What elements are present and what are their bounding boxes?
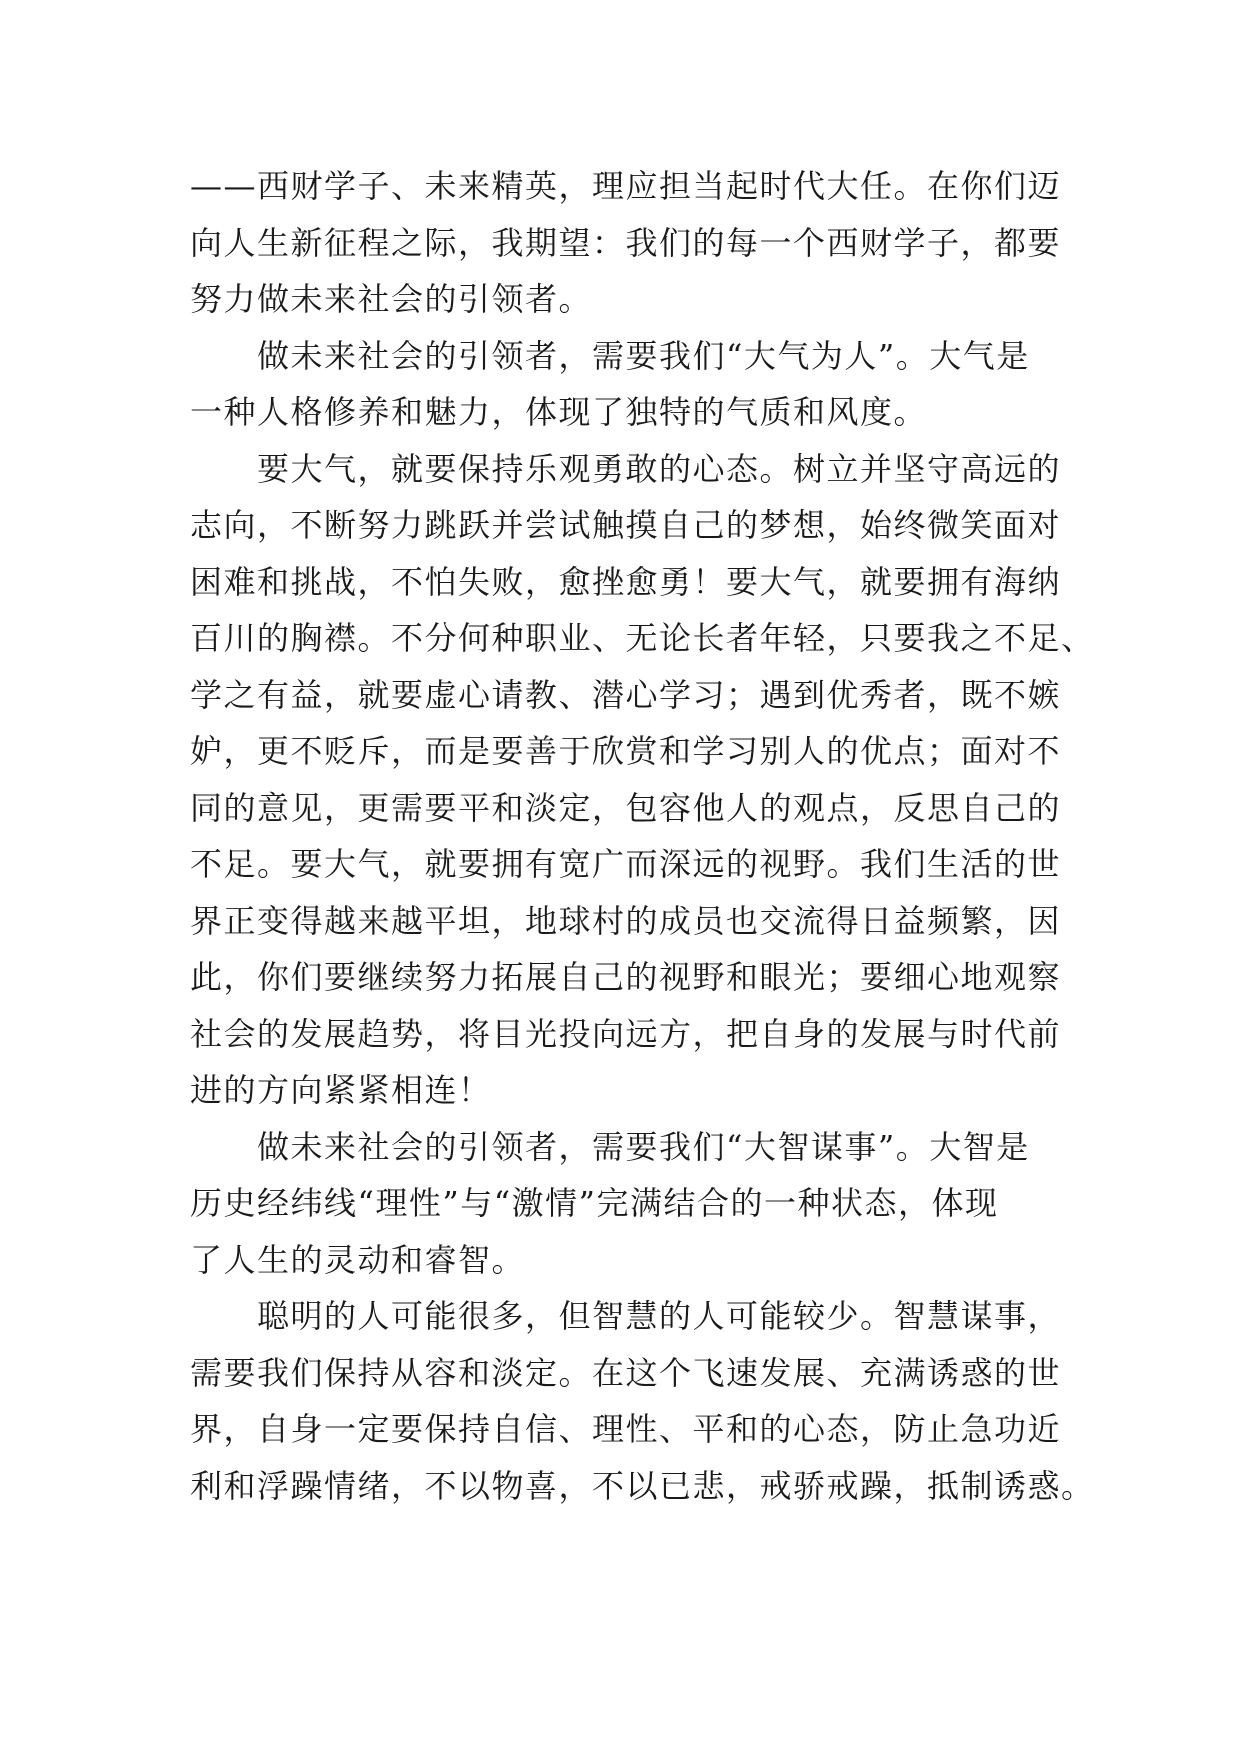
- text-line: 进的方向紧紧相连！: [190, 1071, 492, 1109]
- text-line: 困难和挑战，不怕失败，愈挫愈勇！要大气，就要拥有海纳: [190, 562, 1062, 601]
- text-line: 了人生的灵动和睿智。: [190, 1240, 526, 1279]
- text-line: 百川的胸襟。不分何种职业、无论长者年轻，只要我之不足、: [190, 619, 1095, 657]
- text-line: 一种人格修养和魅力，体现了独特的气质和风度。: [190, 393, 928, 431]
- text-line: 志向，不断努力跳跃并尝试触摸自己的梦想，始终微笑面对: [190, 506, 1062, 544]
- paragraph-first-line: 聪明的人可能很多，但智慧的人可能较少。智慧谋事，: [257, 1297, 1062, 1335]
- text-line: ——西财学子、未来精英，理应担当起时代大任。在你们迈: [190, 167, 1062, 205]
- body-text: [190, 158, 1095, 1514]
- text-line: 需要我们保持从容和淡定。在这个飞速发展、充满诱惑的世: [190, 1353, 1062, 1392]
- paragraph-first-line: 要大气，就要保持乐观勇敢的心态。树立并坚守高远的: [257, 449, 1062, 488]
- text-line: 界正变得越来越平坦，地球村的成员也交流得日益频繁，因: [190, 901, 1062, 940]
- text-line: 努力做未来社会的引领者。: [190, 280, 593, 318]
- text-line: 不足。要大气，就要拥有宽广而深远的视野。我们生活的世: [190, 845, 1062, 883]
- text-line: 利和浮躁情绪，不以物喜，不以已悲，戒骄戒躁，抵制诱惑。: [190, 1466, 1095, 1505]
- text-line: 向人生新征程之际，我期望：我们的每一个西财学子，都要: [190, 223, 1062, 262]
- text-line: 界，自身一定要保持自信、理性、平和的心态，防止急功近: [190, 1410, 1062, 1448]
- text-line: 历史经纬线“理性”与“激情”完满结合的一种状态，体现: [190, 1184, 999, 1222]
- paragraph-first-line: 做未来社会的引领者，需要我们“大气为人”。大气是: [257, 336, 1030, 375]
- text-line: 社会的发展趋势，将目光投向远方，把自身的发展与时代前: [190, 1014, 1062, 1053]
- text-line: 此，你们要继续努力拓展自己的视野和眼光；要细心地观察: [190, 958, 1062, 996]
- paragraph-first-line: 做未来社会的引领者，需要我们“大智谋事”。大智是: [257, 1127, 1030, 1166]
- text-line: 同的意见，更需要平和淡定，包容他人的观点，反思自己的: [190, 788, 1062, 827]
- text-line: 妒，更不贬斥，而是要善于欣赏和学习别人的优点；面对不: [190, 732, 1062, 770]
- text-line: 学之有益，就要虚心请教、潜心学习；遇到优秀者，既不嫉: [190, 675, 1062, 714]
